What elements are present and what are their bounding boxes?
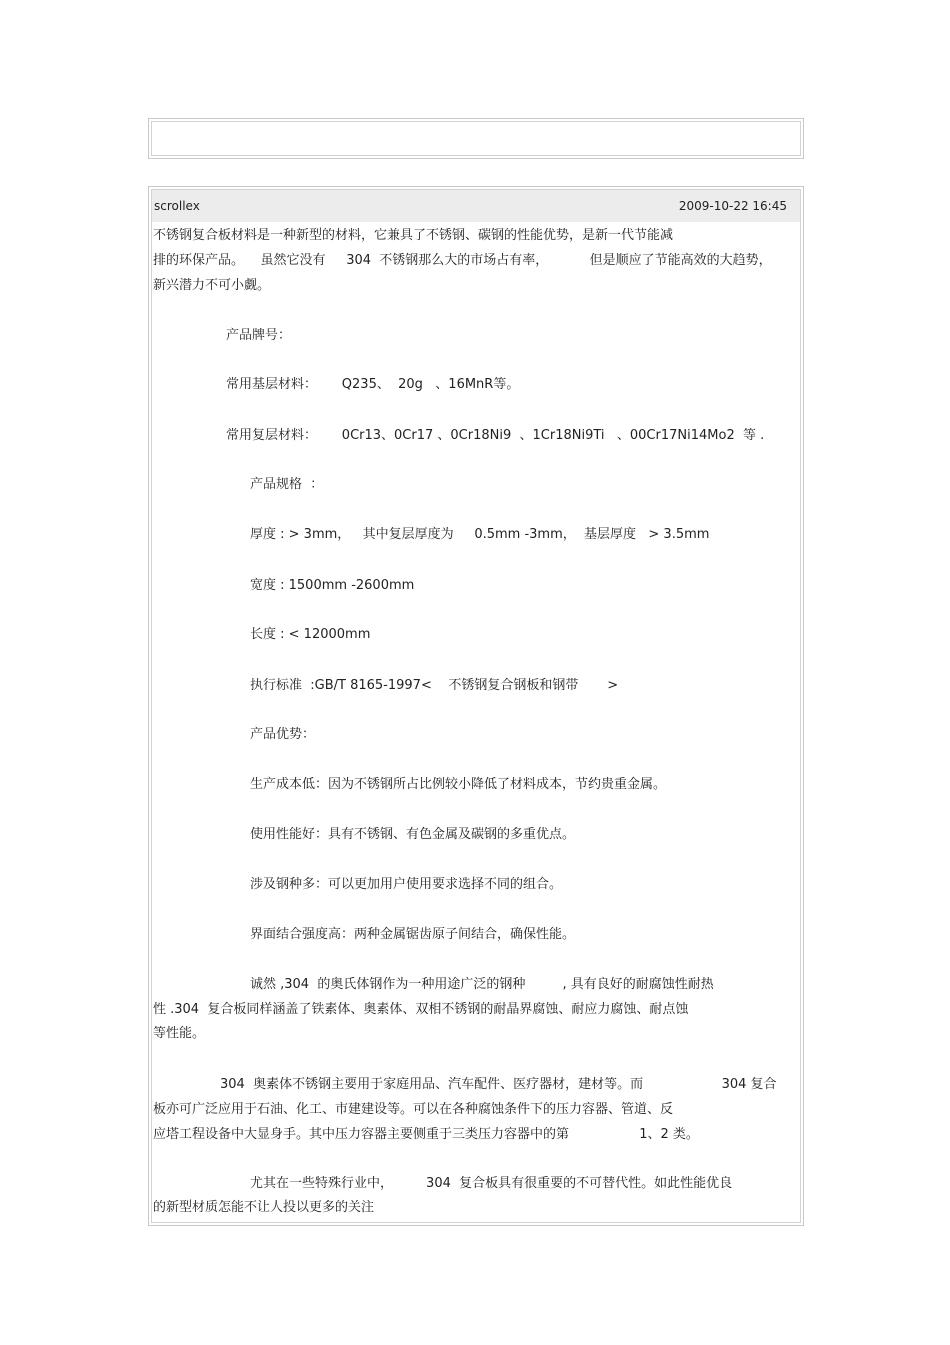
body-line: 产品优势： [250, 727, 316, 742]
body-line: 常用基层材料： Q235、 20g 、16MnR等。 [226, 377, 520, 392]
body-line: 的新型材质怎能不让人投以更多的关注 [153, 1200, 375, 1215]
title-box [148, 118, 804, 159]
post-header [152, 190, 800, 222]
body-line: 尤其在一些特殊行业中， 304 复合板具有很重要的不可替代性。如此性能优良 [250, 1176, 733, 1191]
body-line: 界面结合强度高：两种金属锯齿原子间结合，确保性能。 [250, 927, 576, 942]
body-line: 性 .304 复合板同样涵盖了铁素体、奥素体、双相不锈钢的耐晶界腐蚀、耐应力腐蚀、耐点蚀 [153, 1002, 689, 1017]
body-line: 常用复层材料： 0Cr13、0Cr17 、0Cr18Ni9 、1Cr18Ni9Ti 、00Cr17Ni14Mo2 等 . [226, 428, 765, 443]
body-line: 不锈钢复合板材料是一种新型的材料，它兼具了不锈钢、碳钢的性能优势，是新一代节能减 [153, 228, 674, 243]
body-line: 生产成本低：因为不锈钢所占比例较小降低了材料成本，节约贵重金属。 [250, 777, 667, 792]
post-date: 2009-10-22 16:45 [678, 199, 787, 213]
body-line: 排的环保产品。 虽然它没有 304 不锈钢那么大的市场占有率， 但是顺应了节能高效的大趋势， [153, 253, 772, 268]
body-line: 诚然 ,304 的奥氏体钢作为一种用途广泛的钢种 , 具有良好的耐腐蚀性耐热 [250, 977, 714, 992]
body-line: 宽度 : 1500mm -2600mm [250, 578, 415, 593]
post-author: scrollex [154, 199, 200, 213]
body-line: 板亦可广泛应用于石油、化工、市建建设等。可以在各种腐蚀条件下的压力容器、管道、反 [153, 1102, 674, 1117]
body-line: 厚度 : > 3mm， 其中复层厚度为 0.5mm -3mm， 基层厚度 > 3.5mm [250, 527, 710, 542]
body-line: 产品规格 ： [250, 477, 324, 492]
body-line: 使用性能好：具有不锈钢、有色金属及碳钢的多重优点。 [250, 827, 576, 842]
body-line: 应塔工程设备中大显身手。其中压力容器主要侧重于三类压力容器中的第 1、2 类。 [153, 1127, 699, 1142]
post-box-inner [151, 189, 801, 1223]
body-line: 长度 : < 12000mm [250, 627, 371, 642]
body-line: 新兴潜力不可小觑。 [153, 278, 271, 293]
body-line: 产品牌号： [226, 328, 292, 343]
body-line: 涉及钢种多：可以更加用户使用要求选择不同的组合。 [250, 877, 563, 892]
title-box-inner [151, 121, 801, 156]
body-line: 304 奥素体不锈钢主要用于家庭用品、汽车配件、医疗器材，建材等。而 304 复合 [220, 1077, 777, 1092]
body-line: 执行标准 :GB/T 8165-1997< 不锈钢复合钢板和钢带 > [250, 678, 619, 693]
body-line: 等性能。 [153, 1026, 206, 1041]
